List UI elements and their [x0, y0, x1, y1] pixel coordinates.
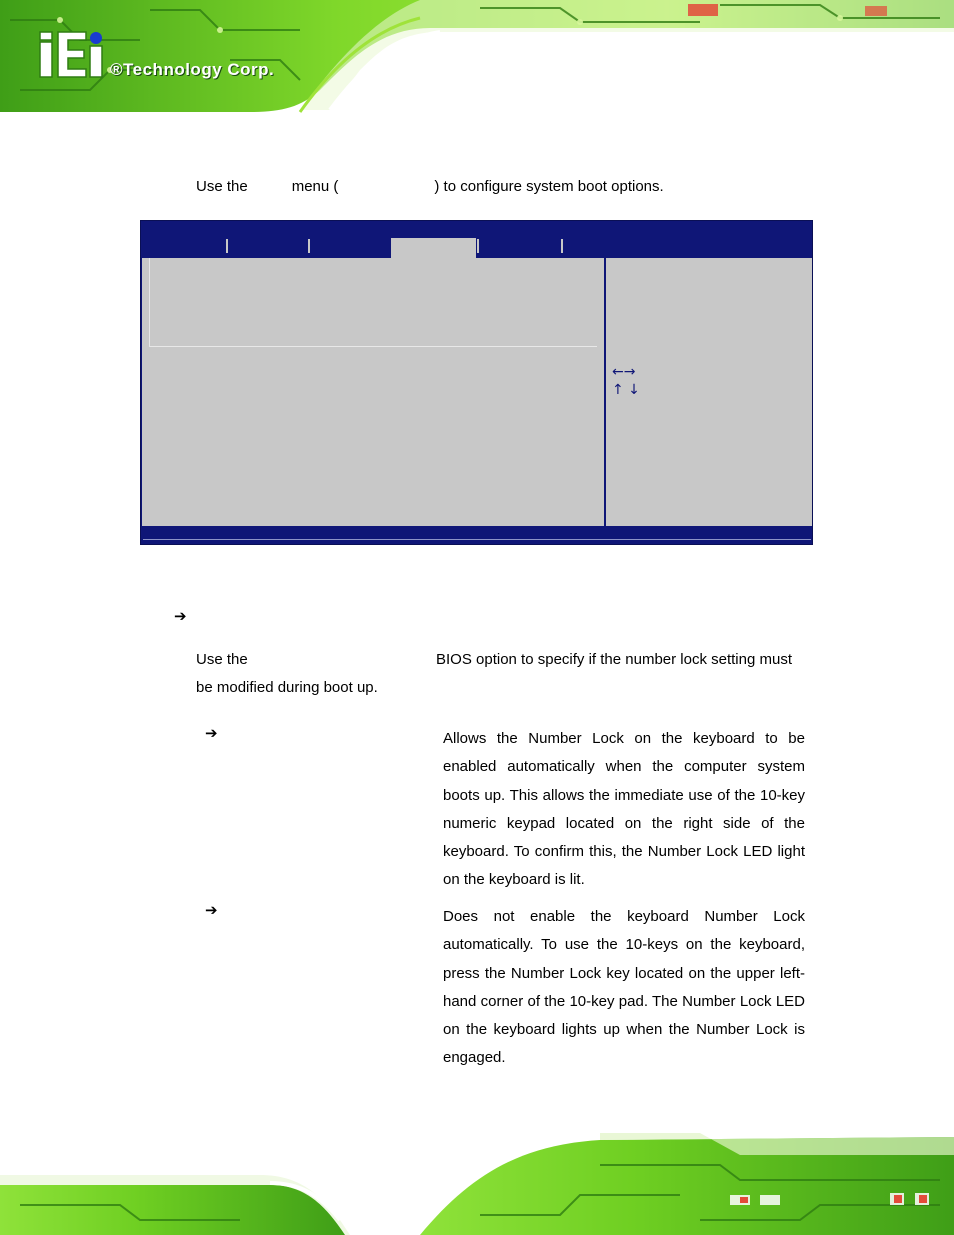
intro-paragraph: [196, 173, 836, 201]
numlock-line1-right: BIOS option to specify if the number lock setting must: [436, 651, 793, 668]
numlock-line2: be modified during boot up.: [196, 679, 378, 696]
page-footer-banner: [0, 1125, 954, 1235]
bios-key-hints: [612, 363, 640, 399]
circuit-board-footer-art: [0, 1125, 954, 1235]
bios-options-panel: [142, 258, 604, 526]
bios-tab-bar: [141, 221, 812, 258]
page-header-banner: [0, 0, 954, 115]
tab-separator: [561, 239, 563, 253]
bios-boot-menu-screenshot: [140, 220, 813, 545]
section-arrow-icon: ➔: [174, 607, 187, 625]
bios-help-panel: [606, 258, 812, 526]
iei-logo: [40, 32, 102, 77]
option-off-description: Does not enable the keyboard Number Lock automatically. To use the 10-keys on the keyboard, press the Number Lock key located on the upper left-hand corner of the 10-key pad. The Number Lock LED on the keyboard lights up when the Number Lock is engaged.: [443, 908, 805, 1067]
intro-text-part3: ) to configure system boot options.: [434, 178, 664, 195]
circuit-board-header-art: [0, 0, 954, 115]
numlock-line1-left: Use the: [196, 651, 248, 668]
bios-tab-active[interactable]: [391, 238, 476, 258]
option-on-description: Allows the Number Lock on the keyboard to be enabled automatically when the computer system boots up. This allows the immediate use of the 10-key numeric keypad located on the right side of the keyboard. To confirm this, the Number Lock LED light on the keyboard is lit.: [443, 730, 805, 889]
numlock-paragraph: [196, 646, 816, 702]
option-arrow-icon: ➔: [205, 724, 218, 742]
company-name-text: ®Technology Corp.: [110, 60, 275, 79]
up-down-arrows-icon: ↑ ↓: [612, 382, 640, 398]
intro-text-part1: Use the: [196, 178, 248, 195]
tab-separator: [477, 239, 479, 253]
tab-separator: [226, 239, 228, 253]
option-arrow-icon: ➔: [205, 901, 218, 919]
tab-separator: [308, 239, 310, 253]
left-right-arrows-icon: ←→: [612, 364, 636, 380]
bios-options-group: [149, 258, 597, 347]
bios-bottom-line: [143, 539, 811, 540]
intro-text-part2: menu (: [291, 178, 339, 195]
